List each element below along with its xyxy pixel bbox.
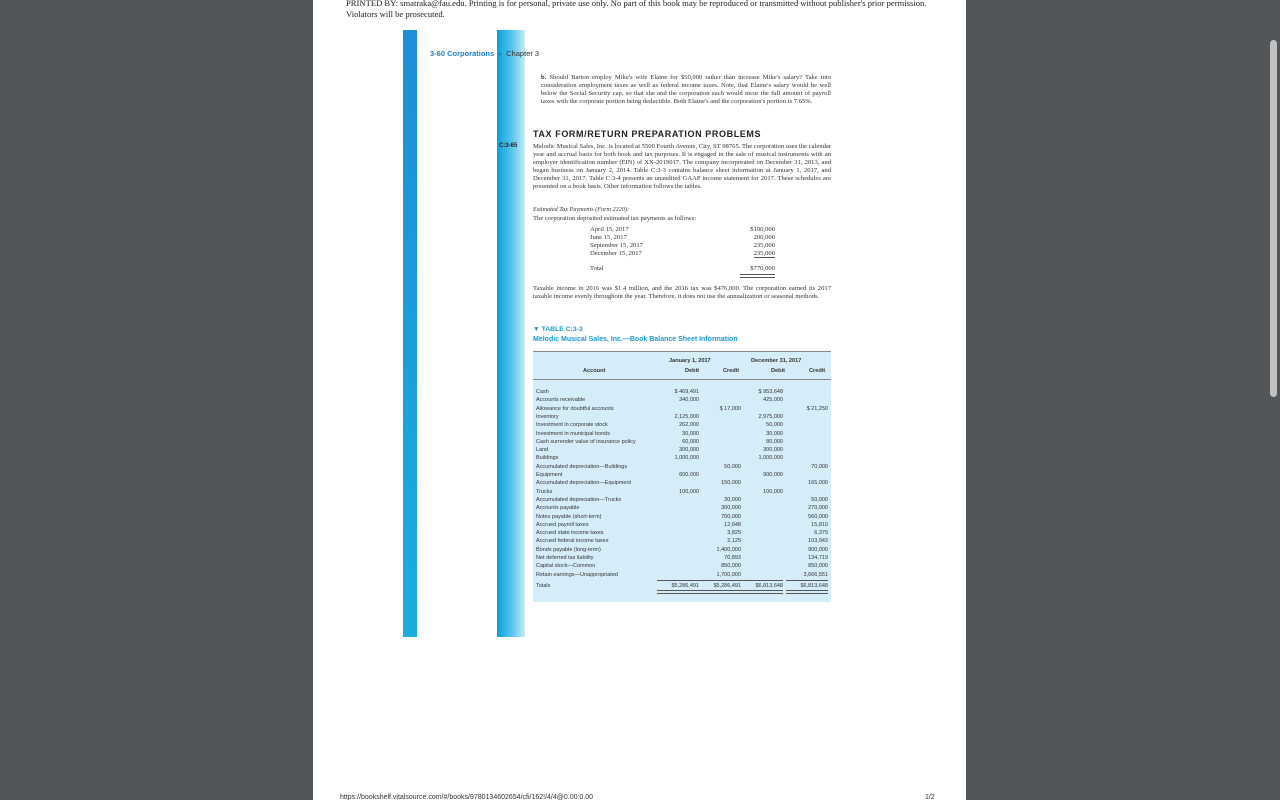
jan-credit: 30,000 — [724, 496, 741, 503]
chevron-right-icon: ► — [497, 52, 504, 58]
account-name: Accounts receivable — [536, 397, 586, 404]
payment-date: September 15, 2017 — [590, 242, 643, 249]
period1-header: January 1, 2017 — [669, 358, 711, 364]
account-name: Accrued payroll taxes — [536, 521, 589, 528]
credit1-header: Credit — [723, 368, 740, 374]
jan-credit: 1,400,000 — [716, 546, 741, 553]
dec-debit: 80,000 — [766, 438, 783, 445]
total-double-rule — [741, 590, 783, 594]
jan-credit: 2,125 — [727, 538, 741, 545]
dec-credit: 103,943 — [808, 538, 828, 545]
payment-amount: $100,000 — [750, 226, 775, 233]
problem-number: C:3-65 — [499, 143, 518, 149]
account-name: Capital stock—Common — [536, 563, 596, 570]
account-name: Totals — [536, 583, 551, 589]
footer-url: https://bookshelf.vitalsource.com/#/books/9780134602654/cfi/162!/4/4@0.00:0.00 — [340, 794, 594, 800]
jan-debit: 2,125,000 — [674, 413, 699, 420]
jan-credit: 3,825 — [727, 530, 741, 537]
dec-credit: 3,666,551 — [803, 571, 828, 578]
jan-debit: 600,000 — [679, 472, 699, 478]
table-label: ▼ TABLE C:3-3 — [533, 326, 583, 333]
estimated-payments-heading: Estimated Tax Payments (Form 2220): — [533, 206, 630, 213]
dec-debit: $ 953,648 — [758, 389, 783, 395]
part-b-label: b. — [541, 74, 547, 81]
dec-debit: 425,000 — [763, 397, 783, 404]
jan-credit: 50,000 — [724, 463, 741, 470]
table-row — [533, 421, 831, 429]
table-row — [533, 571, 831, 579]
jan-debit: 30,000 — [682, 430, 699, 437]
table-row — [533, 537, 831, 545]
table-row — [533, 438, 831, 446]
dec-debit: 50,000 — [766, 422, 783, 429]
period2-header: December 31, 2017 — [751, 358, 802, 364]
account-name: Cash — [536, 389, 549, 395]
dec-credit: 15,810 — [811, 521, 828, 528]
estimated-payments-intro: The corporation deposited estimated tax payments as follows: — [533, 215, 697, 222]
payment-amount: 235,000 — [753, 250, 775, 257]
dec-credit: $ 21,250 — [806, 405, 828, 412]
document-page — [313, 0, 966, 800]
header-rule — [533, 379, 831, 380]
printed-by-notice: PRINTED BY: smatraka@fau.edu. Printing is for personal, private use only. No part of this book may be reproduced or transmitted without publisher's prior permission. Violators will be prosecuted. — [346, 0, 927, 19]
account-name: Accumulated depreciation—Buildings — [536, 463, 628, 470]
dec-credit: 50,000 — [811, 496, 828, 503]
chapter-label: Chapter 3 — [506, 49, 540, 58]
jan-credit: $5,286,491 — [713, 583, 741, 589]
table-row — [533, 430, 831, 438]
account-name: Trucks — [536, 488, 553, 495]
table-row — [533, 554, 831, 562]
problem-text: Melodic Musical Sales, Inc. is located at 5500 Fourth Avenue, City, ST 98765. The corporation uses the calendar year and accrual basis for both book and tax purposes. It is engaged in the sale of musical instruments with an employer identification number (EIN) of XX-2019017. The company incorporated on December 31, 2013, and began business on January 2, 2014. Table C:3-3 contains balance sheet information at January 1, 2017, and December 31, 2017. Table C:3-4 presents an unaudited GAAP income statement for 2017. These schedules are presented on a book basis. Other information follows the tables. — [533, 143, 831, 190]
jan-debit: 1,000,000 — [674, 455, 699, 462]
jan-credit: 1,700,000 — [716, 571, 741, 578]
dec-credit: 165,000 — [808, 480, 828, 487]
payment-total-label: Total — [590, 265, 604, 272]
dec-debit: $6,813,648 — [755, 583, 783, 589]
dec-credit: 560,000 — [808, 513, 828, 520]
balance-sheet-table — [533, 351, 831, 602]
account-name: Accumulated depreciation—Equipment — [536, 480, 632, 487]
account-name: Buildings — [536, 455, 559, 462]
payment-amount: 200,000 — [753, 234, 775, 241]
table-row — [533, 396, 831, 404]
debit1-header: Debit — [685, 368, 699, 374]
account-name: Cash surrender value of insurance policy — [536, 438, 636, 445]
account-name: Equipment — [536, 472, 563, 478]
account-name: Accrued state income taxes — [536, 530, 604, 537]
dec-credit: 270,000 — [808, 505, 828, 512]
table-row — [533, 405, 831, 413]
table-row — [533, 529, 831, 537]
dec-debit: 100,000 — [763, 488, 783, 495]
scrollbar-thumb[interactable] — [1270, 40, 1277, 397]
table-row — [533, 454, 831, 462]
jan-credit: 850,000 — [721, 563, 741, 570]
jan-credit: 300,000 — [721, 505, 741, 512]
table-row — [533, 479, 831, 487]
account-name: Land — [536, 447, 549, 454]
account-name: Inventory — [536, 413, 559, 420]
part-b-text: Should Barton employ Mike's wife Elaine for $50,000 rather than increase Mike's salary? Take into consideration employment taxes as well as federal income taxes. Note, that Elaine's salary would be well below the Social Security cap, so that she and the corporation each would incur the full amount of payroll taxes with the corporate portion being deductible. Both Elaine's and the corporation's portion is 7.65%. — [541, 74, 831, 105]
table-row — [533, 463, 831, 471]
total-double-rule — [786, 590, 828, 594]
dec-credit: 134,719 — [808, 555, 828, 561]
jan-debit: 262,000 — [679, 422, 699, 429]
jan-debit: 300,000 — [679, 447, 699, 454]
table-row — [533, 521, 831, 529]
jan-credit: 12,648 — [724, 521, 741, 528]
jan-debit: $ 469,491 — [674, 389, 699, 395]
credit2-header: Credit — [809, 368, 826, 374]
dec-debit: 1,000,000 — [758, 455, 783, 462]
account-name: Investment in municipal bonds — [536, 430, 610, 437]
payment-amount: 235,000 — [753, 242, 775, 249]
dec-debit: 900,000 — [763, 472, 783, 478]
total-rule — [786, 580, 828, 581]
total-rule — [741, 580, 783, 581]
account-name: Investment in corporate stock — [536, 422, 608, 429]
payment-date: December 15, 2017 — [590, 250, 642, 257]
table-totals-row — [533, 582, 831, 590]
running-head — [430, 49, 539, 58]
total-double-rule — [699, 590, 741, 594]
payment-date: June 15, 2017 — [590, 234, 627, 241]
margin-accent-bar — [497, 30, 525, 637]
account-name: Accumulated depreciation—Trucks — [536, 496, 622, 503]
payment-date: April 15, 2017 — [590, 226, 629, 233]
account-name: Allowance for doubtful accounts — [536, 405, 614, 412]
jan-debit: 60,000 — [682, 438, 699, 445]
jan-debit: $5,286,491 — [671, 583, 699, 589]
table-row — [533, 446, 831, 454]
dec-debit: 2,975,000 — [758, 413, 783, 420]
dec-credit: $6,813,648 — [800, 583, 828, 589]
total-rule — [657, 580, 699, 581]
table-row — [533, 562, 831, 570]
table-row — [533, 413, 831, 421]
total-rule — [699, 580, 741, 581]
part-b-paragraph — [541, 74, 831, 106]
jan-debit: 340,000 — [679, 397, 699, 404]
jan-credit: $ 17,000 — [719, 405, 741, 412]
dec-credit: 6,375 — [814, 530, 828, 537]
jan-credit: 70,893 — [724, 555, 741, 561]
total-double-rule — [657, 590, 699, 594]
dec-credit: 850,000 — [808, 563, 828, 570]
payment-total-amount: $770,000 — [750, 265, 775, 272]
table-title: Melodic Musical Sales, Inc.—Book Balance Sheet Information — [533, 336, 738, 343]
dec-debit: 300,000 — [763, 447, 783, 454]
dec-debit: 30,000 — [766, 430, 783, 437]
section-heading: TAX FORM/RETURN PREPARATION PROBLEMS — [533, 129, 762, 139]
table-row — [533, 513, 831, 521]
table-row — [533, 488, 831, 496]
account-name: Accrued federal income taxes — [536, 538, 609, 545]
table-row — [533, 471, 831, 479]
table-row — [533, 504, 831, 512]
footer-page-number: 1/2 — [925, 794, 935, 800]
payment-total-rule — [740, 274, 775, 278]
account-column-header: Account — [583, 368, 606, 374]
dec-credit: 900,000 — [808, 546, 828, 553]
left-accent-bar — [403, 30, 417, 637]
jan-debit: 100,000 — [679, 488, 699, 495]
account-name: Bonds payable (long-term) — [536, 546, 601, 553]
table-row — [533, 546, 831, 554]
taxable-income-paragraph: Taxable income in 2016 was $1.4 million, and the 2016 tax was $476,000. The corporation earned its 2017 taxable income evenly throughout the year. Therefore, it does not use the annualization or seasonal methods. — [533, 285, 831, 300]
jan-credit: 150,000 — [721, 480, 741, 487]
dec-credit: 70,000 — [811, 463, 828, 470]
table-row — [533, 388, 831, 396]
account-name: Accounts payable — [536, 505, 580, 512]
section-number: 3-60 Corporations — [430, 49, 495, 58]
account-name: Notes payable (short-term) — [536, 513, 602, 520]
debit2-header: Debit — [771, 368, 785, 374]
table-row — [533, 496, 831, 504]
account-name: Net deferred tax liability — [536, 555, 594, 561]
jan-credit: 700,000 — [721, 513, 741, 520]
account-name: Retain earnings—Unappropriated — [536, 571, 618, 578]
